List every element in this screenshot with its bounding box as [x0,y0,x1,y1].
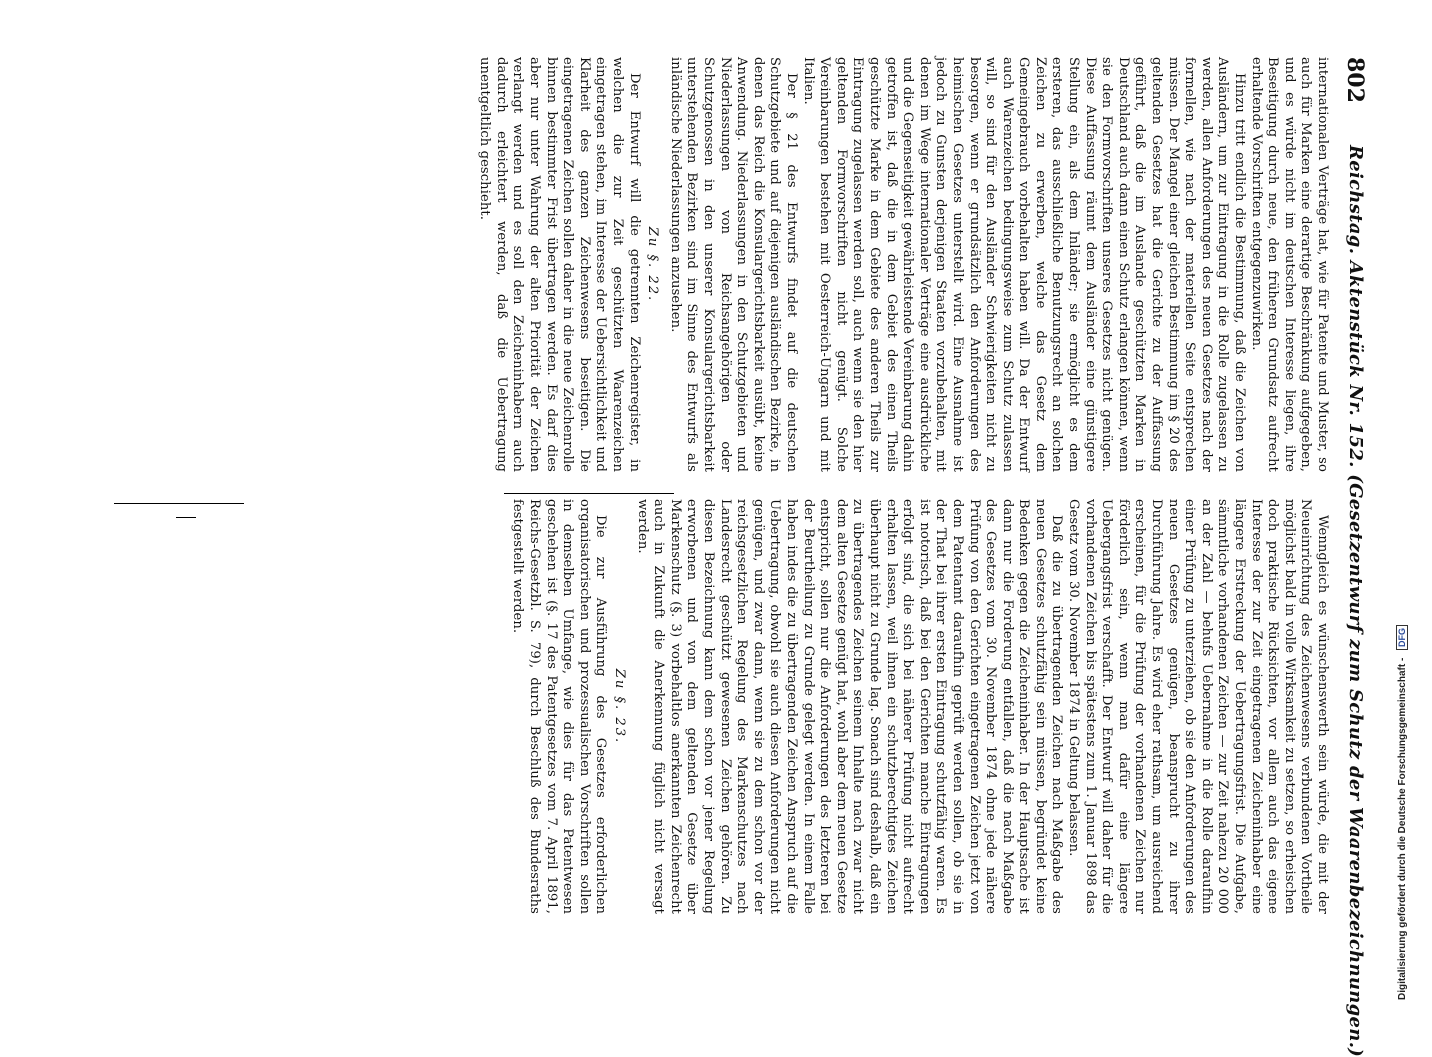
credit-text: Digitalisierung gefördert durch die Deutsche Forschungsgemeinschaft - [1397,657,1408,1000]
scan-rule [504,493,674,494]
paragraph: Der § 21 des Entwurfs findet auf die deutschen Schutzgebiete und auf diejenigen ausländischen Bezirke, in denen das Reich die Konsulargerichtsbarkeit ausübt, keine Anwendung. Niederlassungen in den Schutzgebieten und Niederlassungen von Reichsangehörigen oder Schutzgenossen in den unserer Konsulargerichtsbarkeit unterstehenden Bezirken sind im Sinne des Entwurfs als inländische Niederlassungen anzusehen. [667,57,799,472]
section-heading: Zu §. 22. [645,226,661,303]
dfg-logo: DFG [1396,625,1408,650]
scan-rule [114,503,244,504]
column-left [476,57,1330,472]
page-content [14,57,1374,1057]
paragraph: Der Entwurf will die getrennten Zeichenregister, in welchen die zur Zeit geschützten Waarenzeichen eingetragen stehen, im Interesse der Uebersichtlichkeit und Klarheit des ganzen Zeichenwesens beseitigen. Die eingetragenen Zeichen sollen daher in die neue Zeichenrolle binnen bestimmter Frist übertragen werden. Es darf dies aber nur unter Wahrung der alten Priorität der Zeichen verlangt werden und es soll den Zeicheninhabern auch dadurch erleichtert werden, daß die Uebertragung unentgeltlich geschieht. [477,57,642,472]
running-title: Reichstag. Aktenstück Nr. 152. (Gesetzentwurf zum Schutz der Waarenbezeichnungen.) [1345,145,1366,1057]
column-right [509,499,1330,914]
paragraph: Die zur Ausführung des Gesetzes erforderlichen organisatorischen und prozessualischen Vorschriften sollen in demselben Umfange, wie dies für das Patentwesen geschehen ist (§. 17 des Patentgesetzes vom 7. April 1891, Reichs-Gesetzbl. S. 79), durch Beschluß des Bundesraths festgestellt werden. [510,499,609,914]
page-header [1334,57,1374,1057]
paragraph: Wenngleich es wünschenswerth sein würde, die mit der Neueinrichtung des Zeichenwesens verbundenen Vortheile möglichst bald in volle Wirksamkeit zu setzen, so erheischen doch praktische Rücksichten, vor allem auch das eigene Interesse der zur Zeit eingetragenen Zeicheninhaber eine längere Erstreckung der Uebertragungsfrist. Die Aufgabe, sämmtliche vorhandenen Zeichen — zur Zeit nahezu 20 000 an der Zahl — behufs Uebernahme in die Rolle daraufhin einer Prüfung zu unterziehen, ob sie den Anforderungen des neuen Gesetzes genügen, beansprucht zu ihrer Durchführung Jahre. Es wird eher rathsam, um ausreichend erscheinen, für die Prüfung der vorhandenen Zeichen nur förderlich sein, wenn man dafür eine längere Uebergangsfrist verschafft. Der Entwurf will daher für die vorhandenen Zeichen bis spätestens zum 1. Januar 1898 das Gesetz vom 30. November 1874 in Geltung belassen. [1066,499,1330,914]
scan-rule [176,517,196,518]
paragraph: Hinzu tritt endlich die Bestimmung, daß die Zeichen von Ausländern, um zur Eintragung in die Rolle zugelassen zu werden, allen Anforderungen des neuen Gesetzes nach der formellen, wie nach der materiellen Seite entsprechen müssen. Der Mangel einer gleichen Bestimmung im § 20 des geltenden Gesetzes hat die Gerichte zu der Auffassung geführt, daß die im Auslande geschützten Marken in Deutschland auch dann einen Schutz erlangen können, wenn sie den Formvorschriften unseres Gesetzes nicht genügen. Diese Auffassung räumt dem Ausländer eine günstigere Stellung ein, als dem Inländer; sie ermöglicht es dem ersteren, das ausschließliche Benutzungsrecht an solchen Zeichen zu erwerben, welche das Gesetz dem Gemeingebrauch vorbehalten haben will. Da der Entwurf auch Warenzeichen bedingungsweise zum Schutz zulassen will, so sind für den Ausländer Schwierigkeiten nicht zu besorgen, wenn er grundsätzlich den Anforderungen des heimischen Gesetzes unterstellt wird. Eine Ausnahme ist jedoch zu Gunsten derjenigen Staaten vorzubehalten, mit denen im Wege internationaler Verträge eine ausdrückliche und die Gegenseitigkeit gewährleistende Vereinbarung dahin getroffen ist, daß die in dem Gebiet des einen Theils geschützte Marke in dem Gebiete des anderen Theils zur Eintragung zugelassen werden soll, auch wenn sie den hier geltenden Formvorschriften nicht genügt. Solche Vereinbarungen bestehen mit Oesterreich-Ungarn und mit Italien. [800,57,1248,472]
page-number: 802 [1342,57,1368,103]
paragraph: internationalen Verträge hat, wie für Patente und Muster, so auch für Marken eine derartige Beschränkung aufgegeben, und es würde nicht im deutschen Interesse liegen, ihre Beseitigung durch neue, den früheren Grundsatz aufrecht erhaltende Vorschriften entgegenzuwirken. [1248,57,1330,472]
paragraph: Daß die zu übertragenden Zeichen nach Maßgabe des neuen Gesetzes schutzfähig sein müssen, begründet keine Bedenken gegen die Zeicheninhaber. In der Hauptsache ist dann nur die Forderung entfallen, daß die nach Maßgabe des Gesetzes vom 30. November 1874 ohne jede nähere Prüfung von den Gerichten eingetragenen Zeichen jetzt von dem Patentamt daraufhin geprüft werden sollen, ob sie in der That bei ihrer ersten Eintragung schutzfähig waren. Es ist notorisch, daß bei den Gerichten manche Eintragungen erfolgt sind, die sich bei näherer Prüfung nicht aufrecht erhalten lassen, weil ihnen ein schutzberechtigtes Zeichen überhaupt nicht zu Grunde lag. Sonach sind deshalb, daß ein zu übertragendes Zeichen seinem Inhalte nach zwar nicht dem alten Gesetze genügt hat, wohl aber dem neuen Gesetze entspricht, sollen nur die Anforderungen des letzteren bei der Beurtheilung zu Grunde gelegt werden. In einem Falle haben indes die zu übertragenden Zeichen Anspruch auf die Uebertragung, obwohl sie auch diesen Anforderungen nicht genügen, und zwar dann, wenn sie zu dem schon vor der reichsgesetzlichen Regelung des Markenschutzes nach Landesrecht geschützt gewesenen Zeichen gehören. Zu diesen Bezeichnung kann dem schon vor jener Regelung erworbenen und von dem geltenden Gesetze über Markenschutz (§. 3) vorbehaltlos anerkannten Zeichenrecht auch in Zukunft die Anerkennung füglich nicht versagt werden. [634,499,1065,914]
section-heading: Zu §. 23. [612,668,628,745]
digitization-credit [1396,580,1408,1000]
